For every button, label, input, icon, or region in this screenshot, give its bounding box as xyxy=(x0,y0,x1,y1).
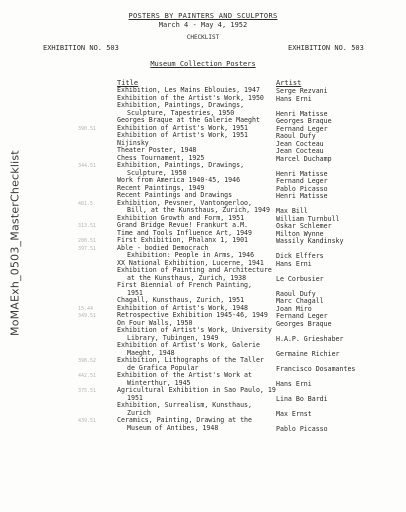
checklist-artist: Milton Wynne xyxy=(276,229,324,238)
checklist-artist: Hans Erni xyxy=(276,379,312,388)
section-title: Museum Collection Posters xyxy=(150,60,256,68)
margin-number: 442.51 xyxy=(78,373,97,379)
checklist-title: Exhibition of Painting and Architecture xyxy=(117,266,272,274)
checklist-title: Maeght, 1948 xyxy=(127,348,175,357)
checklist-title: Chess Tournament, 1925 xyxy=(117,153,205,162)
margin-number: 313.51 xyxy=(78,223,97,229)
checklist-artist: Francisco Dosamantes xyxy=(276,364,356,373)
checklist-artist: Le Corbusier xyxy=(276,274,324,283)
margin-number: 375.51 xyxy=(78,388,97,394)
checklist-title: Exhibition, Les Mains Eblouies, 1947 xyxy=(117,86,260,94)
checklist-title: XX National Exhibition, Lucerne, 1941 xyxy=(117,258,264,267)
checklist-title: Zurich xyxy=(127,408,151,417)
checklist-title: Library, Tubingen, 1949 xyxy=(127,333,219,342)
exhibition-number-left: EXHIBITION NO. 503 xyxy=(43,44,119,52)
title-column-header: Title xyxy=(117,79,139,87)
checklist-artist: Jean Cocteau xyxy=(276,139,324,148)
document-title: POSTERS BY PAINTERS AND SCULPTORS xyxy=(128,12,278,20)
checklist-title: Nijinsky xyxy=(117,138,149,147)
margin-number: 15.44 xyxy=(78,305,94,312)
checklist-title: Recent Paintings, 1949 xyxy=(117,183,205,192)
artist-column-header: Artist xyxy=(276,79,302,87)
margin-number: 481.5 xyxy=(78,200,94,207)
margin-number: 397.51 xyxy=(78,245,97,252)
checklist-artist: Marcel Duchamp xyxy=(276,154,332,163)
checklist-title: Exhibition Growth and Form, 1951 xyxy=(117,213,245,222)
checklist-artist: Georges Braque xyxy=(276,117,332,125)
checklist-title: Exhibition of Artist's Work, 1951 xyxy=(117,131,249,139)
margin-number: 439.51 xyxy=(78,418,97,424)
checklist-title: Retrospective Exhibition 1945-46, 1949 xyxy=(117,311,268,319)
checklist-artist: Georges Braque xyxy=(276,319,332,328)
margin-number: 200.51 xyxy=(78,238,97,244)
margin-number: 390.51 xyxy=(78,125,97,132)
checklist-title: Georges Braque at the Galerie Maeght xyxy=(117,116,260,124)
checklist-artist: Hans Erni xyxy=(276,259,312,268)
checklist-title: Exhibition, Paintings, Drawings, xyxy=(117,161,245,169)
checklist-artist: Pablo Picasso xyxy=(276,424,328,433)
checklist-title: Theater Poster, 1948 xyxy=(117,146,197,154)
checklist-title: Exhibition of Artist's Work, 1948 xyxy=(117,303,249,312)
checklist-title: First Exhibition, Phalanx 1, 1901 xyxy=(117,236,249,244)
checklist-artist: Max Bill xyxy=(276,207,308,215)
margin-number: 344.51 xyxy=(78,163,97,169)
checklist-artist: Raoul Dufy xyxy=(276,289,316,298)
checklist-artist: Lina Bo Bardi xyxy=(276,394,328,403)
margin-number: 349.51 xyxy=(78,313,97,319)
checklist-title: Sculpture, Tapestries, 1950 xyxy=(127,108,235,117)
checklist-title: Exhibition, Pevsner, Vantongerloo, xyxy=(117,198,252,207)
checklist-title: Bill, at the Kunsthaus, Zurich, 1949 xyxy=(127,206,270,214)
checklist-title: Agricultural Exhibition in Sao Paulo, 19 xyxy=(117,386,276,394)
checklist-artist: Dick Elffers xyxy=(276,252,324,260)
checklist-artist: Fernand Leger xyxy=(276,177,328,185)
checklist-artist: Germaine Richier xyxy=(276,349,340,358)
checklist-artist: H.A.P. Grieshaber xyxy=(276,334,344,343)
checklist-title: Time and Tools Influence Art, 1949 xyxy=(117,228,252,237)
checklist-title: Exhibition, Lithographs of the Taller xyxy=(117,356,264,364)
checklist-title: Chagall, Kunsthaus, Zurich, 1951 xyxy=(117,296,245,304)
checklist-artist: Joan Miro xyxy=(276,304,312,313)
checklist-title: 1951 xyxy=(127,288,143,297)
checklist-artist: William Turnbull xyxy=(276,214,340,223)
checklist-artist: Henri Matisse xyxy=(276,192,328,200)
checklist-title: 1951 xyxy=(127,393,143,402)
margin-number: 398.52 xyxy=(78,358,97,364)
exhibition-number-right: EXHIBITION NO. 503 xyxy=(288,44,364,52)
checklist-title: de Grafica Popular xyxy=(127,363,199,372)
checklist-title: Grand Bridge Revue! Frankurt a.M. xyxy=(117,221,249,229)
checklist-title: Exhibition: People in Arms, 1946 xyxy=(127,251,255,259)
archive-side-label: MoMAExh_0503_MasterChecklist xyxy=(8,150,22,336)
checklist-artist: Henri Matisse xyxy=(276,109,328,118)
checklist-title: at the Kunsthaus, Zurich, 1938 xyxy=(127,273,247,282)
checklist-title: First Biennial of French Painting, xyxy=(117,281,252,289)
title-list xyxy=(117,87,287,432)
checklist-artist: Hans Erni xyxy=(276,94,312,103)
checklist-title: On Four Walls, 1950 xyxy=(117,318,193,327)
checklist-title: Exhibition of the Artist's Work at xyxy=(117,371,252,379)
checklist-title: Exhibition, Paintings, Drawings, xyxy=(117,101,245,109)
checklist-artist: Fernand Leger xyxy=(276,312,328,320)
checklist-artist: Serge Rezvani xyxy=(276,87,328,95)
checklist-title: Exhibition of the Artist's Work, 1950 xyxy=(117,93,264,102)
checklist-artist: Jean Cocteau xyxy=(276,147,324,155)
checklist-artist: Max Ernst xyxy=(276,409,312,418)
checklist-label: CHECKLIST xyxy=(186,34,220,41)
exhibition-dates: March 4 - May 4, 1952 xyxy=(158,21,248,29)
checklist-title: Recent Paintings and Drawings xyxy=(117,191,233,199)
checklist-title: Able - bodied Democrach xyxy=(117,243,209,252)
checklist-title: Ceramics, Painting, Drawing at the xyxy=(117,416,252,424)
checklist-artist: Wassily Kandinsky xyxy=(276,237,344,245)
checklist-title: Work from America 1940-45, 1946 xyxy=(117,176,241,184)
checklist-artist: Pablo Picasso xyxy=(276,184,328,193)
checklist-artist: Fernand Leger xyxy=(276,124,328,133)
checklist-title: Exhibition, Surrealism, Kunsthaus, xyxy=(117,401,252,409)
checklist-title: Exhibition of Artist's Work, Galerie xyxy=(117,341,260,349)
checklist-title: Museum of Antibes, 1948 xyxy=(127,423,219,432)
checklist-title: Sculpture, 1950 xyxy=(127,168,187,177)
checklist-title: Exhibition of Artist's Work, University xyxy=(117,326,272,334)
checklist-artist: Raoul Dufy xyxy=(276,132,316,140)
checklist-title: Winterthur, 1945 xyxy=(127,378,191,387)
checklist-artist: Henri Matisse xyxy=(276,169,328,178)
checklist-title: Exhibition of Artist's Work, 1951 xyxy=(117,123,249,132)
checklist-artist: Marc Chagall xyxy=(276,297,324,305)
checklist-artist: Oskar Schlemer xyxy=(276,222,332,230)
